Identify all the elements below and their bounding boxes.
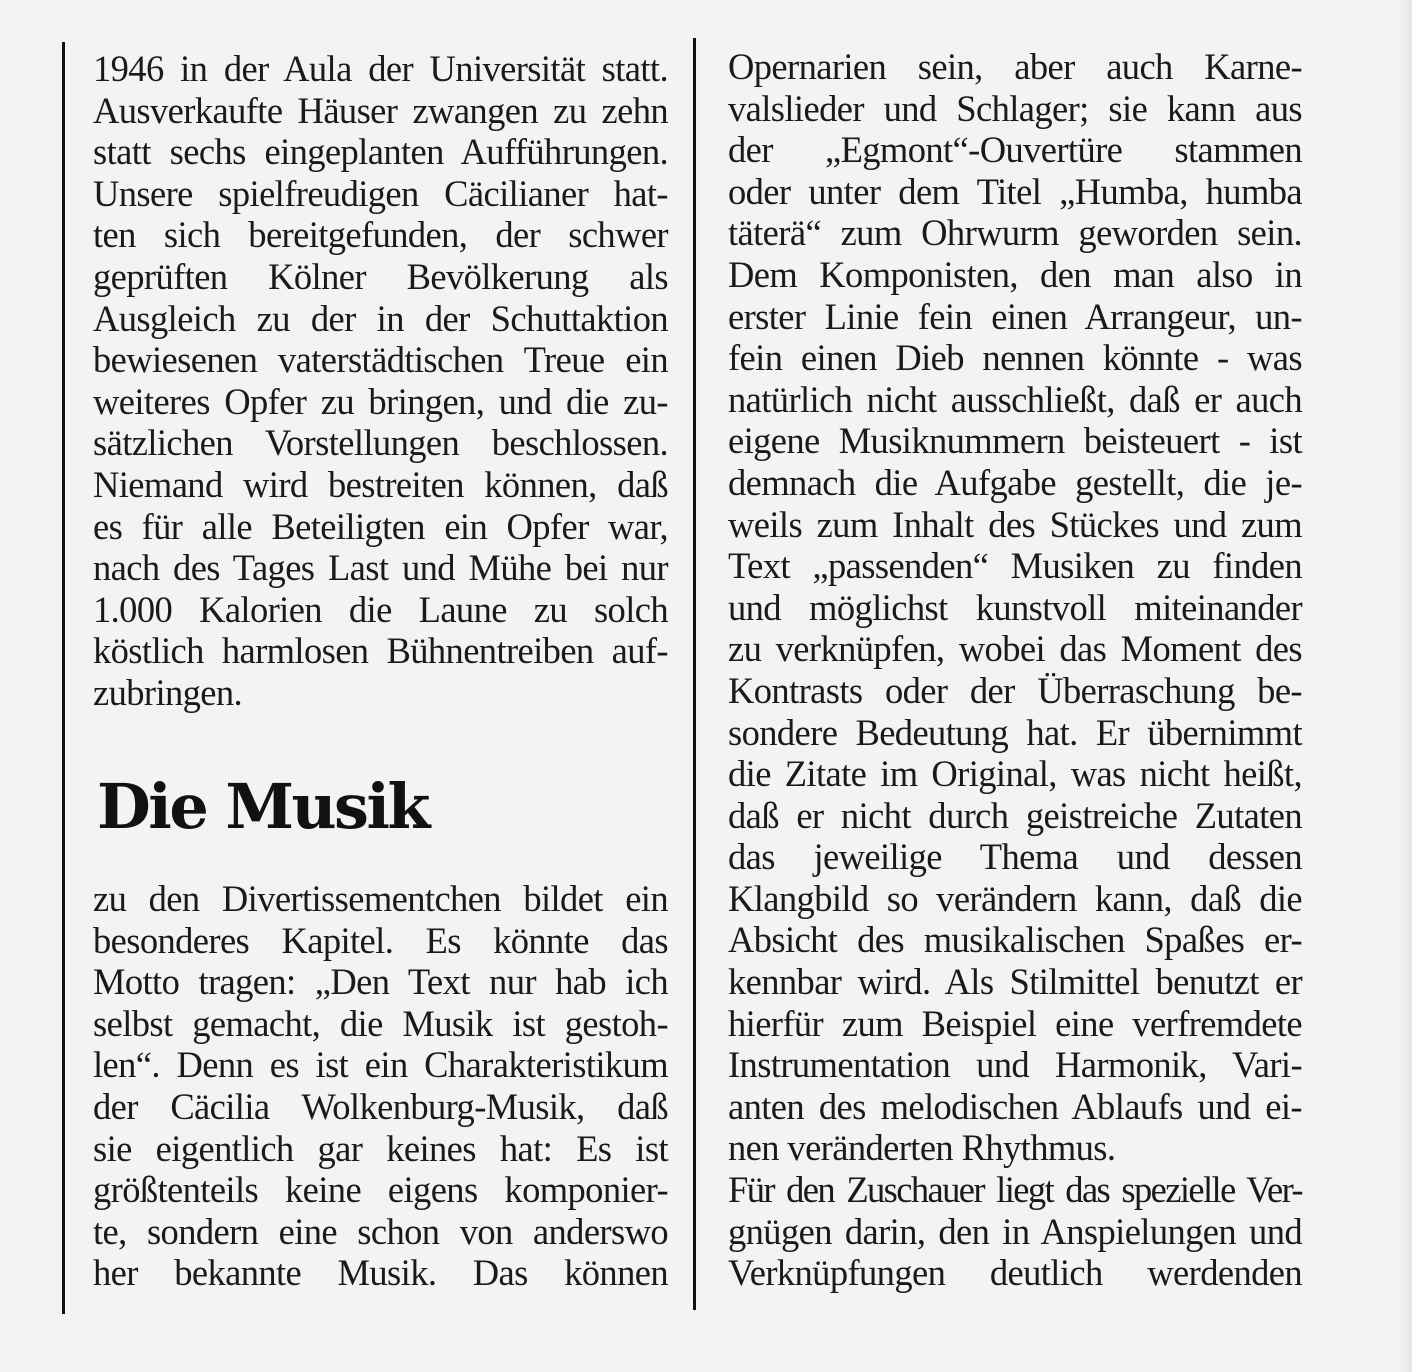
text-line: Motto tragen: „Den Text nur hab ich	[93, 961, 668, 1003]
text-line: köstlich harmlosen Bühnentreiben auf-	[93, 630, 668, 672]
text-line: Niemand wird bestreiten können, daß	[93, 463, 668, 505]
text-line: kennbar wird. Als Stilmittel benutzt er	[728, 961, 1302, 1003]
text-line: und möglichst kunstvoll miteinander	[728, 586, 1302, 628]
text-line: 1.000 Kalorien die Laune zu solch	[93, 588, 668, 630]
text-line: Absicht des musikalischen Spaßes er-	[728, 919, 1302, 961]
text-line: 1946 in der Aula der Universität statt.	[93, 48, 668, 89]
text-line: Opernarien sein, aber auch Karne-	[728, 46, 1302, 87]
text-line: sätzlichen Vorstellungen beschlossen.	[93, 422, 668, 464]
text-line: erster Linie fein einen Arrangeur, un-	[728, 295, 1302, 337]
section-heading: Die Musik	[97, 770, 428, 843]
text-line: Ausverkaufte Häuser zwangen zu zehn	[93, 89, 668, 131]
text-line: sie eigentlich gar keines hat: Es ist	[93, 1127, 668, 1169]
text-line: selbst gemacht, die Musik ist gestoh-	[93, 1002, 668, 1044]
text-line: Klangbild so verändern kann, daß die	[728, 877, 1302, 919]
text-line: Verknüpfungen deutlich werdenden	[728, 1252, 1302, 1294]
text-line: zubringen.	[93, 671, 243, 713]
text-line: Ausgleich zu der in der Schuttaktion	[93, 297, 668, 339]
text-line: zu verknüpfen, wobei das Moment des	[728, 628, 1302, 670]
text-line: fein einen Dieb nennen könnte - was	[728, 337, 1302, 379]
text-line: natürlich nicht ausschließt, daß er auch	[728, 378, 1302, 420]
text-line: Unsere spielfreudigen Cäcilianer hat-	[93, 172, 668, 214]
text-line: nach des Tages Last und Mühe bei nur	[93, 547, 668, 589]
text-line: gnügen darin, den in Anspielungen und	[728, 1210, 1302, 1252]
text-line: Text „passenden“ Musiken zu finden	[728, 545, 1302, 587]
text-line: das jeweilige Thema und dessen	[728, 836, 1302, 878]
text-line: hierfür zum Beispiel eine verfremdete	[728, 1002, 1302, 1044]
text-line: sondere Bedeutung hat. Er übernimmt	[728, 711, 1302, 753]
text-line: besonderes Kapitel. Es könnte das	[93, 919, 668, 961]
text-line: statt sechs eingeplanten Aufführungen.	[93, 131, 668, 173]
page-edge-shadow	[1398, 0, 1412, 1372]
text-line: es für alle Beteiligten ein Opfer war,	[93, 505, 668, 547]
text-line: her bekannte Musik. Das können	[93, 1252, 668, 1294]
text-line: Instrumentation und Harmonik, Vari-	[728, 1044, 1302, 1086]
text-line: nen veränderten Rhythmus.	[728, 1127, 1116, 1169]
left-column-paragraph-2	[93, 878, 668, 1294]
text-line: weils zum Inhalt des Stückes und zum	[728, 503, 1302, 545]
text-line: geprüften Kölner Bevölkerung als	[93, 255, 668, 297]
left-column-rule	[62, 42, 65, 1314]
text-line: oder unter dem Titel „Humba, humba	[728, 170, 1302, 212]
text-line: der Cäcilia Wolkenburg-Musik, daß	[93, 1085, 668, 1127]
text-line: größtenteils keine eigens komponier-	[93, 1169, 668, 1211]
text-line: täterä“ zum Ohrwurm geworden sein.	[728, 212, 1302, 254]
text-line: der „Egmont“-Ouvertüre stammen	[728, 129, 1302, 171]
text-line: zu den Divertissementchen bildet ein	[93, 878, 668, 919]
text-line: demnach die Aufgabe gestellt, die je-	[728, 461, 1302, 503]
text-line: Dem Komponisten, den man also in	[728, 253, 1302, 295]
text-line: anten des melodischen Ablaufs und ei-	[728, 1085, 1302, 1127]
text-line: te, sondern eine schon von anderswo	[93, 1210, 668, 1252]
text-line: Für den Zuschauer liegt das spezielle Ver-	[728, 1169, 1302, 1211]
text-line: daß er nicht durch geistreiche Zutaten	[728, 794, 1302, 836]
left-column-paragraph-1	[93, 48, 668, 714]
text-line: bewiesenen vaterstädtischen Treue ein	[93, 339, 668, 381]
text-line: eigene Musiknummern beisteuert - ist	[728, 420, 1302, 462]
text-line: len“. Denn es ist ein Charakteristikum	[93, 1044, 668, 1086]
text-line: weiteres Opfer zu bringen, und die zu-	[93, 380, 668, 422]
text-line: ten sich bereitgefunden, der schwer	[93, 214, 668, 256]
text-line: Kontrasts oder der Überraschung be-	[728, 669, 1302, 711]
text-line: valslieder und Schlager; sie kann aus	[728, 87, 1302, 129]
right-column-paragraph-1	[728, 46, 1302, 1294]
text-line: die Zitate im Original, was nicht heißt,	[728, 753, 1302, 795]
column-divider-rule	[693, 38, 696, 1310]
